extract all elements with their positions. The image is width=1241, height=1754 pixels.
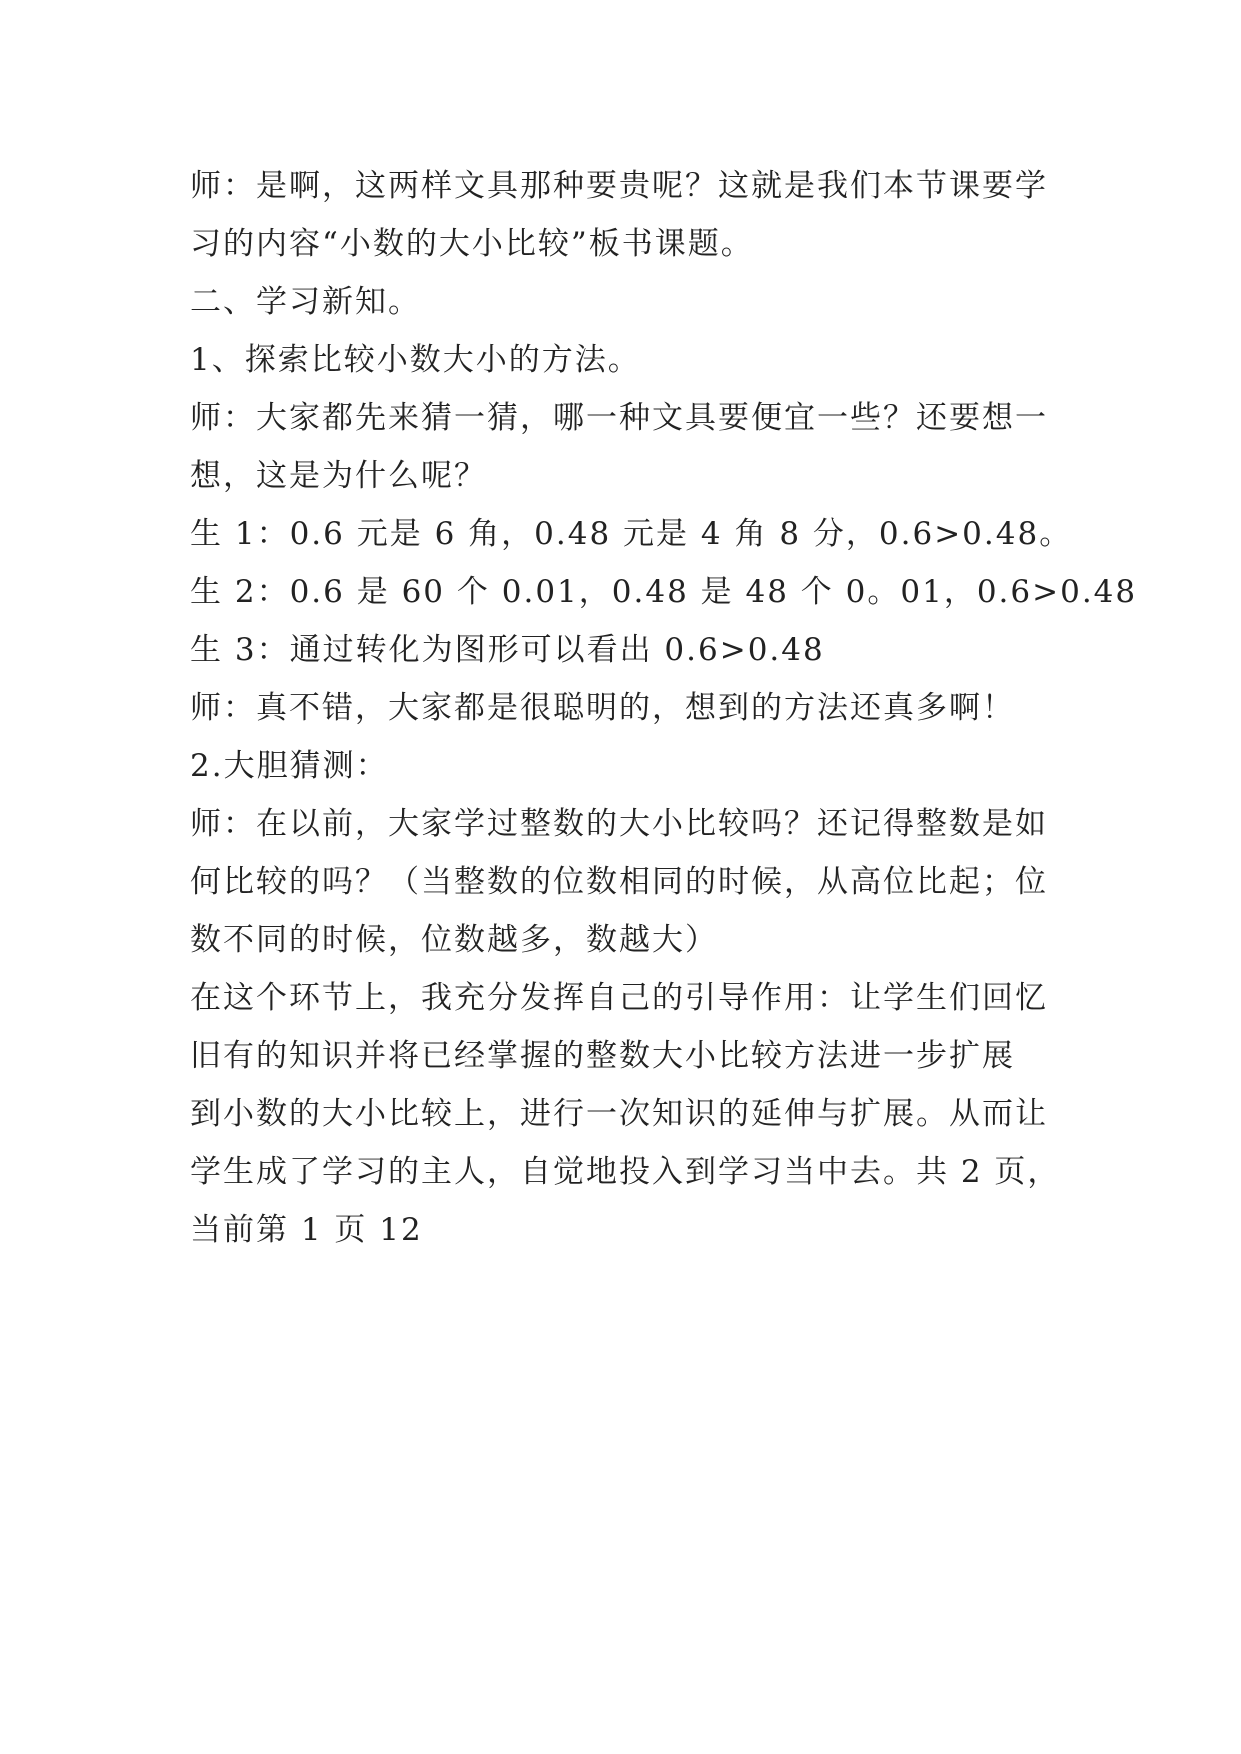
text-line: 师：真不错，大家都是很聪明的，想到的方法还真多啊！ (190, 690, 1015, 726)
document-body (190, 157, 1138, 1259)
subsection-heading: 2.大胆猜测： (190, 748, 389, 784)
text-line: 师：大家都先来猜一猜，哪一种文具要便宜一些？还要想一 (190, 400, 1048, 436)
text-line: 到小数的大小比较上，进行一次知识的延伸与扩展。从而让 (190, 1096, 1048, 1132)
page-indicator: 当前第 1 页 12 (190, 1212, 423, 1248)
text-line: 想，这是为什么呢？ (190, 458, 487, 494)
text-line: 学生成了学习的主人，自觉地投入到学习当中去。共 2 页， (190, 1154, 1061, 1190)
text-line: 师：在以前，大家学过整数的大小比较吗？还记得整数是如 (190, 806, 1048, 842)
text-line: 数不同的时候，位数越多，数越大） (190, 922, 718, 958)
text-line: 生 3：通过转化为图形可以看出 0.6>0.48 (190, 632, 825, 668)
section-heading: 二、学习新知。 (190, 284, 421, 320)
text-line: 何比较的吗？（当整数的位数相同的时候，从高位比起；位 (190, 864, 1048, 900)
text-line: 在这个环节上，我充分发挥自己的引导作用：让学生们回忆 (190, 980, 1048, 1016)
text-line: 生 2：0.6 是 60 个 0.01，0.48 是 48 个 0。01，0.6>0.48 (190, 574, 1138, 610)
text-line: 旧有的知识并将已经掌握的整数大小比较方法进一步扩展 (190, 1038, 1015, 1074)
subsection-heading: 1、探索比较小数大小的方法。 (190, 342, 641, 378)
text-line: 师：是啊，这两样文具那种要贵呢？这就是我们本节课要学 (190, 168, 1048, 204)
text-line: 习的内容“小数的大小比较”板书课题。 (190, 226, 754, 262)
text-line: 生 1：0.6 元是 6 角，0.48 元是 4 角 8 分，0.6>0.48。 (190, 516, 1073, 552)
